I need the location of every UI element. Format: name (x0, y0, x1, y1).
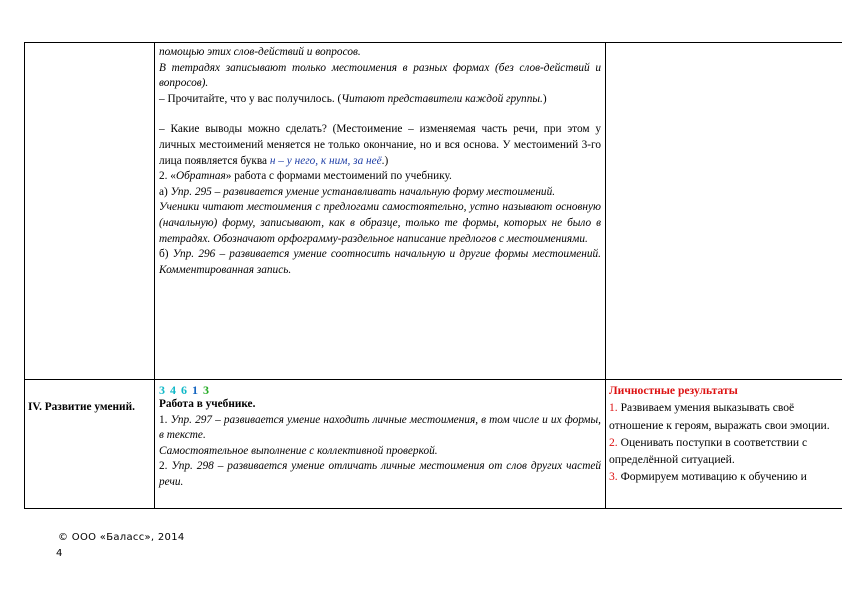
activity-cell (155, 380, 606, 509)
text-line: помощью этих слов-действий и вопросов. (159, 46, 361, 58)
text-line: – Какие выводы можно сделать? (Местоимение – изменяемая часть речи, при этом у личных местоимений меняется не только окончание, но и вся основа. У местоимений 3-го лица появляется буква н – у него, к ним, за неё.) (159, 123, 601, 167)
table-row (25, 43, 842, 380)
copyright: © ООО «Баласс», 2014 (58, 532, 185, 543)
lesson-table (24, 42, 842, 509)
result-item: 2. Оценивать поступки в соответствии с определённой ситуацией. (609, 435, 808, 467)
text-line: – Прочитайте, что у вас получилось. (Читают представители каждой группы.) (159, 92, 547, 105)
competency-codes: 3 4 6 1 3 (159, 383, 210, 397)
text-line: Ученики читают местоимения с предлогами самостоятельно, устно называют основную (начальную) форму, записывают, как в образце, только те формы, которых не было в тетрадях. Обозначают орфограмму-раздельное написание предлогов с местоимениями. (159, 201, 601, 245)
text-line: а) Упр. 295 – развивается умение устанавливать начальную форму местоимений. (159, 185, 556, 198)
text-line: В тетрадях записывают только местоимения в разных формах (без слов-действий и вопросов). (159, 61, 601, 90)
text-line: 2. Упр. 298 – развивается умение отличать личные местоимения от слов других частей речи. (159, 460, 602, 488)
section-title: Работа в учебнике. (159, 398, 256, 410)
text-line: б) Упр. 296 – развивается умение соотносить начальную и другие формы местоимений. Комментированная запись. (159, 248, 601, 276)
text-line: Самостоятельное выполнение с коллективной проверкой. (159, 444, 438, 457)
stage-cell (25, 43, 155, 380)
activity-cell (155, 43, 606, 380)
stage-title: IV. Развитие умений. (28, 401, 135, 413)
text-line: 1. Упр. 297 – развивается умение находить личные местоимения, в том числе и их формы, в тексте. (159, 413, 601, 442)
page-number: 4 (56, 548, 63, 559)
table-row (25, 380, 842, 509)
result-item: 1. Развиваем умения выказывать своё отношение к героям, выражать свои эмоции. (609, 401, 830, 432)
results-title: Личностные результаты (609, 384, 738, 397)
stage-cell (25, 380, 155, 509)
results-cell (606, 43, 842, 380)
result-item: 3. Формируем мотивацию к обучению и (609, 470, 807, 484)
results-cell (606, 380, 842, 509)
text-line: 2. «Обратная» работа с формами местоимений по учебнику. (159, 170, 452, 183)
